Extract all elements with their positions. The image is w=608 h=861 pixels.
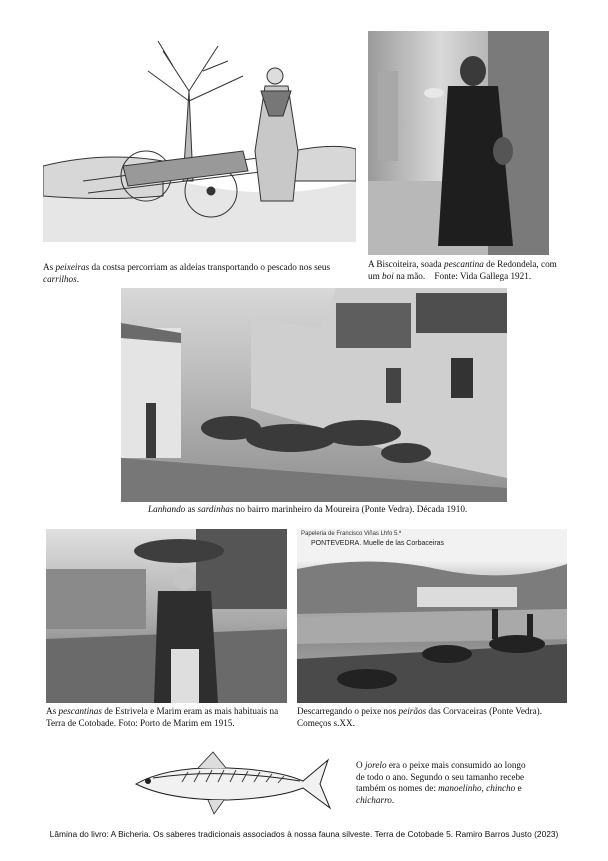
caption-text: no bairro marinheiro da Moureira (Ponte Vedra). Década 1910. (233, 504, 468, 514)
photo-corvaceiras-postcard (297, 529, 567, 703)
photo-pescantina-marim (46, 529, 287, 703)
caption-text: as (185, 504, 198, 514)
caption-text: de Redondela, com um (368, 259, 557, 281)
caption-source: Fonte: Vida Gallega 1921. (434, 270, 532, 281)
caption-italic: manoelinho, chincho (438, 783, 516, 793)
photo-biscoiteira (368, 31, 549, 255)
illustration-jorelo-fish (128, 748, 334, 818)
caption-text: de Estrivela e Marim eram as mais habituais na Terra de Cotobade. Foto: Porto de Marim em 1915. (46, 706, 279, 728)
caption-text: O (356, 760, 365, 770)
postcard-publisher: Papeleria de Francisco Viñas Lhfo 5.ª (301, 531, 402, 537)
caption-text: das Corvaceiras (Ponte Vedra). Começos s.XX. (297, 706, 543, 728)
caption-jorelo (356, 760, 536, 806)
caption-text: Descarregando o peixe nos (297, 706, 399, 716)
caption-text: era o peixe mais consumido ao longo de todo o ano. Segundo o seu tamanho recebe também os nomes de: (356, 760, 526, 793)
caption-italic: Lanhando (148, 504, 186, 514)
caption-italic: carrilhos (43, 273, 77, 284)
caption-text: da costsa percorriam as aldeias transportando o pescado nos seus (89, 262, 331, 272)
caption-corvaceiras (297, 706, 572, 729)
caption-italic: chicharro (356, 794, 392, 805)
caption-italic: pescantinas (58, 706, 102, 716)
caption-text: A Biscoiteira, soada (368, 259, 445, 269)
caption-italic: boi (382, 270, 394, 281)
caption-italic: pescantina (444, 259, 484, 269)
illustration-woman-cart (43, 31, 356, 242)
caption-italic: jorelo (364, 760, 387, 770)
caption-biscoiteira (368, 259, 563, 282)
photo-moureira-street (121, 288, 507, 502)
caption-italic: sardinhas (197, 504, 234, 514)
caption-peixeiras (43, 262, 343, 285)
caption-moureira (148, 504, 508, 516)
caption-text: . (391, 794, 395, 805)
caption-italic: peirãos (398, 706, 427, 716)
postcard-title: PONTEVEDRA. Muelle de las Corbaceiras (311, 540, 445, 547)
caption-text: As (43, 262, 56, 272)
page-footer: Lâmina do livro: A Bicheria. Os saberes tradicionais associados à nossa fauna silveste. Terra de Cotobade 5. Ramiro Barros Justo (2023) (49, 829, 559, 839)
caption-pescantinas (46, 706, 291, 729)
caption-text: na mão. (393, 270, 426, 281)
caption-italic: peixeiras (55, 262, 90, 272)
caption-text: e (515, 783, 522, 793)
caption-text: As (46, 706, 59, 716)
caption-text: . (76, 273, 79, 284)
